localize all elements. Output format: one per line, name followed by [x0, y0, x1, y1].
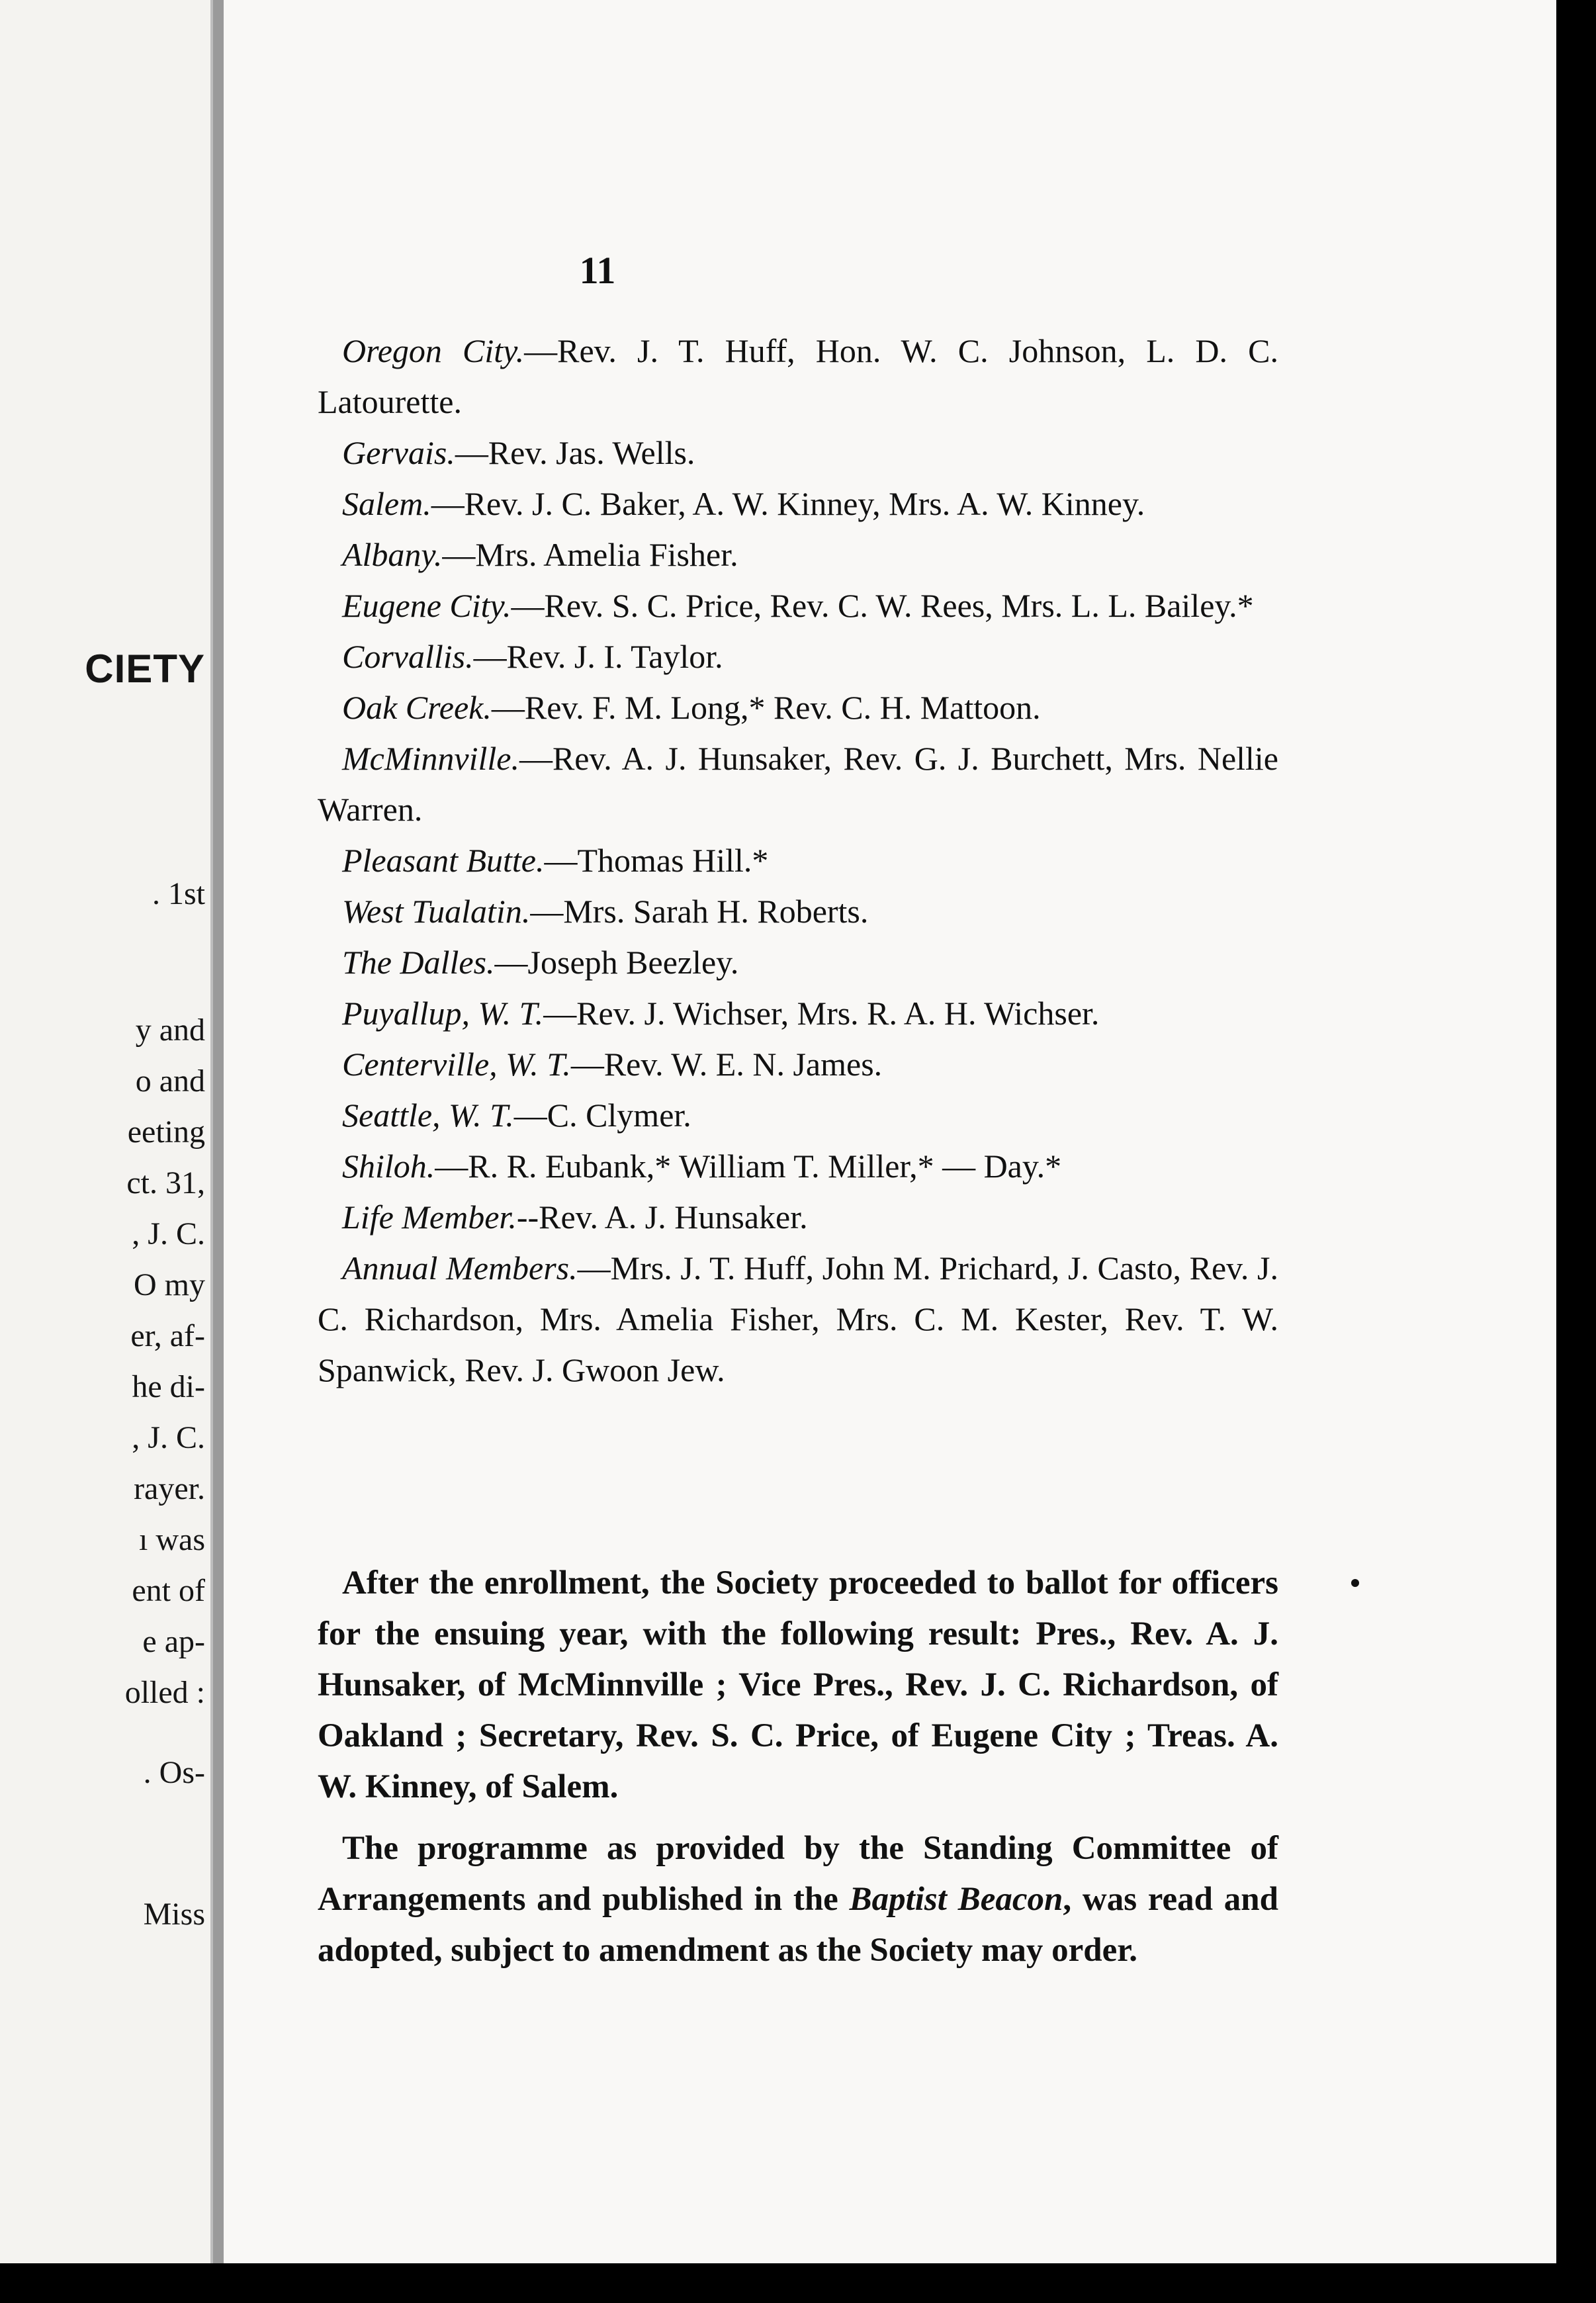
- place-name: Annual Members.: [342, 1249, 578, 1287]
- programme-paragraph: [318, 1823, 1278, 1976]
- left-page-fragment: . Os-: [143, 1755, 205, 1790]
- left-page-fragment: er, af-: [130, 1318, 205, 1353]
- member-names: —Rev. Jas. Wells.: [455, 434, 695, 471]
- list-item: [318, 937, 1278, 988]
- member-names: —Rev. W. E. N. James.: [570, 1046, 883, 1083]
- left-page-fragment: rayer.: [134, 1471, 205, 1506]
- place-name: Corvallis.: [342, 638, 474, 675]
- list-item: [318, 1192, 1278, 1243]
- member-names: —Mrs. J. T. Huff, John M. Prichard, J. Casto, Rev. J. C. Richardson, Mrs. Amelia Fisher, Mrs. C. M. Kester, Rev. T. W. Spanwick, Rev. J. Gwoon Jew.: [318, 1249, 1278, 1388]
- place-name: Gervais.: [342, 434, 455, 471]
- programme-text-start: The programme as provided by the Standing Committee of Arrangements and published in the: [318, 1830, 1278, 1918]
- left-page-fragment: O my: [134, 1267, 205, 1302]
- place-name: Oak Creek.: [342, 689, 492, 726]
- publication-title: Baptist Beacon: [849, 1881, 1063, 1918]
- member-names: —Rev. S. C. Price, Rev. C. W. Rees, Mrs. L. L. Bailey.*: [511, 587, 1254, 624]
- left-page-fragment: , J. C.: [132, 1420, 205, 1455]
- list-item: [318, 733, 1278, 835]
- member-names: —Rev. J. T. Huff, Hon. W. C. Johnson, L. D. C. Latourette.: [318, 332, 1278, 420]
- list-item: [318, 886, 1278, 937]
- list-item: [318, 988, 1278, 1039]
- left-page-fragment: . 1st: [152, 876, 205, 911]
- list-item: [318, 428, 1278, 478]
- list-item: [318, 1243, 1278, 1396]
- ink-speck: [1351, 1579, 1359, 1587]
- list-item: [318, 682, 1278, 733]
- member-names: —R. R. Eubank,* William T. Miller,* — Day.*: [435, 1148, 1062, 1185]
- left-page-fragment: he di-: [132, 1369, 205, 1404]
- left-page-fragment: Miss: [143, 1897, 205, 1932]
- scan-border-bottom: [0, 2263, 1596, 2303]
- left-page-fragment: ı was: [139, 1522, 205, 1557]
- scan-border-right: [1556, 0, 1596, 2263]
- place-name: West Tualatin.: [342, 893, 531, 930]
- list-item: [318, 1090, 1278, 1141]
- left-page-fragment: olled :: [124, 1675, 205, 1710]
- place-name: Eugene City.: [342, 587, 511, 624]
- place-name: Salem.: [342, 485, 431, 522]
- list-item: [318, 478, 1278, 529]
- place-name: McMinnville.: [342, 740, 519, 777]
- place-name: Albany.: [342, 536, 443, 573]
- member-names: —Rev. F. M. Long,* Rev. C. H. Mattoon.: [491, 689, 1041, 726]
- member-names: —Rev. J. Wichser, Mrs. R. A. H. Wichser.: [543, 995, 1100, 1032]
- left-page: [0, 0, 213, 2263]
- page-number: 11: [579, 249, 616, 292]
- place-name: The Dalles.: [342, 944, 495, 981]
- member-names: —Mrs. Sarah H. Roberts.: [530, 893, 869, 930]
- left-page-fragment: , J. C.: [132, 1216, 205, 1251]
- list-item: [318, 1039, 1278, 1090]
- list-item: [318, 326, 1278, 428]
- member-names: --Rev. A. J. Hunsaker.: [516, 1198, 808, 1236]
- left-page-fragment: ent of: [132, 1573, 205, 1608]
- member-names: —Mrs. Amelia Fisher.: [442, 536, 738, 573]
- member-names: —Rev. J. C. Baker, A. W. Kinney, Mrs. A. W. Kinney.: [431, 485, 1145, 522]
- member-names: —Thomas Hill.*: [544, 842, 769, 879]
- list-item: [318, 1141, 1278, 1192]
- member-names: —Joseph Beezley.: [494, 944, 739, 981]
- list-item: [318, 529, 1278, 580]
- left-page-fragment: eeting: [127, 1114, 205, 1150]
- left-page-fragment: e ap-: [142, 1624, 205, 1659]
- book-gutter: [213, 0, 224, 2263]
- body-paragraphs: [318, 1558, 1278, 1987]
- list-item: [318, 580, 1278, 631]
- place-name: Life Member.: [342, 1198, 517, 1236]
- membership-list: [318, 326, 1278, 1396]
- place-name: Seattle, W. T.: [342, 1097, 514, 1134]
- member-names: —Rev. A. J. Hunsaker, Rev. G. J. Burchett, Mrs. Nellie Warren.: [318, 740, 1278, 828]
- place-name: Shiloh.: [342, 1148, 435, 1185]
- left-page-fragment: y and: [135, 1013, 205, 1048]
- list-item: [318, 835, 1278, 886]
- place-name: Centerville, W. T.: [342, 1046, 571, 1083]
- place-name: Pleasant Butte.: [342, 842, 545, 879]
- left-page-fragment: ct. 31,: [126, 1165, 205, 1200]
- programme-text-end: , was read and adopted, subject to amendment as the Society may order.: [318, 1881, 1278, 1969]
- member-names: —Rev. J. I. Taylor.: [473, 638, 723, 675]
- place-name: Oregon City.: [342, 332, 525, 369]
- election-paragraph: After the enrollment, the Society proceeded to ballot for officers for the ensuing year, with the following result: Pres., Rev. A. J. Hunsaker, of McMinnville ; Vice Pres., Rev. J. C. Richardson, of Oakland ; Secretary, Rev. S. C. Price, of Eugene City ; Treas. A. W. Kinney, of Salem.: [318, 1564, 1278, 1805]
- list-item: [318, 631, 1278, 682]
- left-page-fragment: o and: [135, 1063, 205, 1099]
- place-name: Puyallup, W. T.: [342, 995, 544, 1032]
- member-names: —C. Clymer.: [513, 1097, 691, 1134]
- left-page-fragment: CIETY: [85, 647, 205, 691]
